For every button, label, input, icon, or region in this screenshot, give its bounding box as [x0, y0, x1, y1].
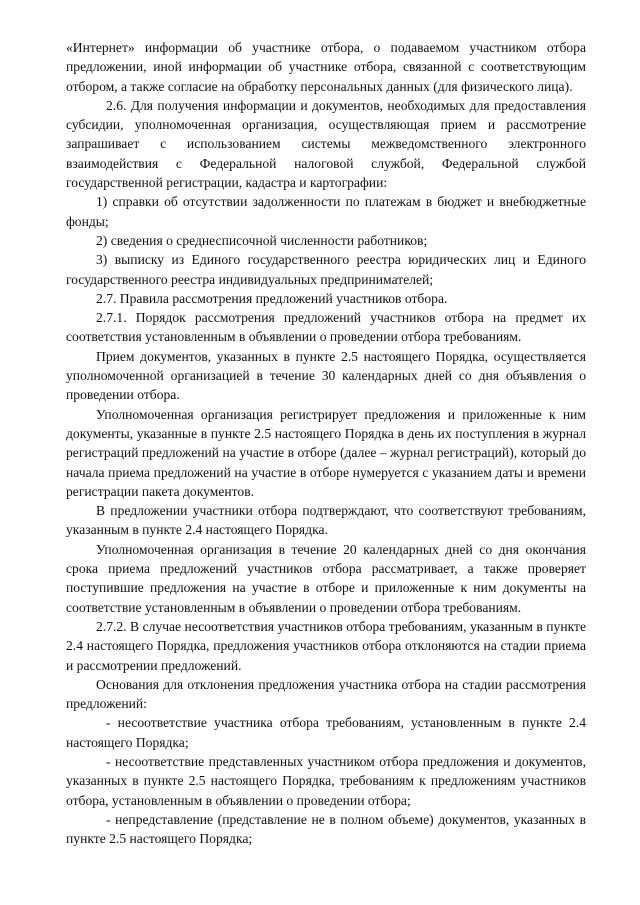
paragraph-document-acceptance: Прием документов, указанных в пункте 2.5 настоящего Порядка, осуществляется уполномоченной организацией в течение 30 календарных дней со дня объявления о проведении отбора. [66, 348, 586, 403]
list-item-debt-certificates: 1) справки об отсутствии задолженности по платежам в бюджет и внебюджетные фонды; [66, 194, 586, 229]
paragraph-registration: Уполномоченная организация регистрирует предложения и приложенные к ним документы, указанные в пункте 2.5 настоящего Порядка в день их поступления в журнал регистраций предложений на участие в отборе (далее – журнал регистраций), который до начала приема предложений на участие в отборе нумеруется с указанием даты и времени регистрации пакета документов. [66, 406, 586, 499]
list-item-missing-documents: - непредставление (представление не в полном объеме) документов, указанных в пункте 2.5 настоящего Порядка; [66, 811, 586, 847]
list-item-registry-extract: 3) выписку из Единого государственного реестра юридических лиц и Единого государственного реестра индивидуальных предпринимателей; [66, 252, 586, 287]
paragraph-review-period: Уполномоченная организация в течение 20 календарных дней со дня окончания срока приема предложений участников отбора рассматривает, а также проверяет поступившие предложения на участие в отборе и приложенные к ним документы на соответствие установленным в объявлении о проведении отбора требованиям. [66, 541, 586, 615]
list-item-noncompliance-participant: - несоответствие участника отбора требованиям, установленным в пункте 2.4 настоящего Порядка; [66, 715, 586, 750]
paragraph-rejection-grounds: Основания для отклонения предложения участника отбора на стадии рассмотрения предложений: [66, 676, 586, 712]
paragraph-2-7: 2.7. Правила рассмотрения предложений участников отбора. [96, 290, 448, 306]
paragraph-2-7-2: 2.7.2. В случае несоответствия участников отбора требованиям, указанным в пункте 2.4 настоящего Порядка, предложения участников отбора отклоняются на стадии приема и рассмотрении предложений. [66, 618, 586, 673]
paragraph-internet-info: «Интернет» информации об участнике отбора, о подаваемом участником отбора предложении, иной информации об участнике отбора, связанной с соответствующим отбором, а также согласие на обработку персональных данных (для физического лица). [66, 40, 586, 94]
paragraph-2-6: 2.6. Для получения информации и документов, необходимых для предоставления субсидии, уполномоченная организация, осуществляющая прием и рассмотрение запрашивает с использованием системы межведомственного электронного взаимодействия с Федеральной налоговой службой, Федеральной службой государственной регистрации, кадастра и картографии: [66, 97, 586, 191]
paragraph-confirmation: В предложении участники отбора подтверждают, что соответствуют требованиям, указанным в пункте 2.4 настоящего Порядка. [66, 503, 586, 538]
list-item-employee-count: 2) сведения о среднесписочной численности работников; [96, 232, 428, 248]
document-page [66, 38, 586, 848]
list-item-noncompliance-documents: - несоответствие представленных участником отбора предложения и документов, указанных в пункте 2.5 настоящего Порядка, требованиям к предложениям участников отбора, установленным в объявлении о проведении отбора; [66, 753, 586, 808]
paragraph-2-7-1: 2.7.1. Порядок рассмотрения предложений участников отбора на предмет их соответствия установленным в объявлении о проведении отбора требованиям. [66, 310, 586, 345]
